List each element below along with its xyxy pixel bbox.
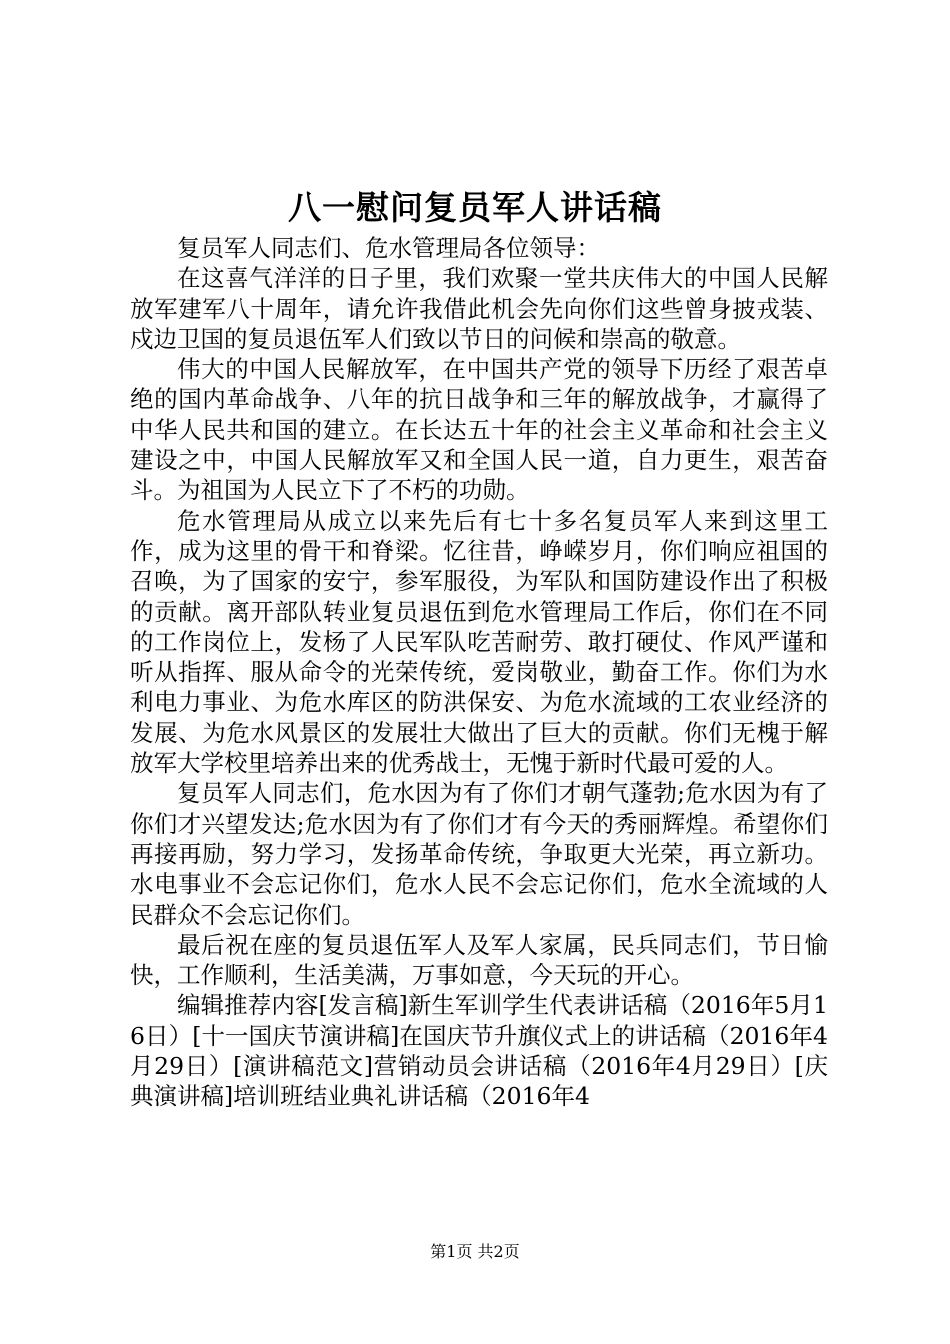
document-body [130,233,828,1112]
paragraph-opening: 在这喜气洋洋的日子里，我们欢聚一堂共庆伟大的中国人民解放军建军八十周年，请允许我借此机会先向你们这些曾身披戎装、戍边卫国的复员退伍军人们致以节日的问候和崇高的敬意。 [130,264,828,353]
paragraph-encouragement: 复员军人同志们，危水因为有了你们才朝气蓬勃;危水因为有了你们才兴望发达;危水因为有了你们才有今天的秀丽辉煌。希望你们再接再励，努力学习，发扬革命传统，争取更大光荣，再立新功。水电事业不会忘记你们，危水人民不会忘记你们，危水全流域的人民群众不会忘记你们。 [130,779,828,929]
paragraph-recommended-content: 编辑推荐内容[发言稿]新生军训学生代表讲话稿（2016年5月16日）[十一国庆节演讲稿]在国庆节升旗仪式上的讲话稿（2016年4月29日）[演讲稿范文]营销动员会讲话稿（2016年4月29日）[庆典演讲稿]培训班结业典礼讲话稿（2016年4 [130,991,828,1111]
page-number-footer: 第1页 共2页 [430,1242,520,1261]
paragraph-closing-wishes: 最后祝在座的复员退伍军人及军人家属，民兵同志们，节日愉快，工作顺利，生活美满，万事如意，今天玩的开心。 [130,930,828,990]
paragraph-greeting: 复员军人同志们、危水管理局各位领导： [177,234,600,262]
paragraph-pla-history: 伟大的中国人民解放军，在中国共产党的领导下历经了艰苦卓绝的国内革命战争、八年的抗日战争和三年的解放战争，才赢得了中华人民共和国的建立。在长达五十年的社会主义革命和社会主义建设之中，中国人民解放军又和全国人民一道，自力更生，艰苦奋斗。为祖国为人民立下了不朽的功勋。 [130,355,828,505]
document-title: 八一慰问复员军人讲话稿 [288,188,662,227]
paragraph-veterans-contribution: 危水管理局从成立以来先后有七十多名复员军人来到这里工作，成为这里的骨干和脊梁。忆往昔，峥嵘岁月，你们响应祖国的召唤，为了国家的安宁，参军服役，为军队和国防建设作出了积极的贡献。离开部队转业复员退伍到危水管理局工作后，你们在不同的工作岗位上，发杨了人民军队吃苦耐劳、敢打硬仗、作风严谨和听从指挥、服从命令的光荣传统，爱岗敬业，勤奋工作。你们为水利电力事业、为危水库区的防洪保安、为危水流域的工农业经济的发展、为危水风景区的发展壮大做出了巨大的贡献。你们无槐于解放军大学校里培养出来的优秀战士，无愧于新时代最可爱的人。 [130,506,828,778]
